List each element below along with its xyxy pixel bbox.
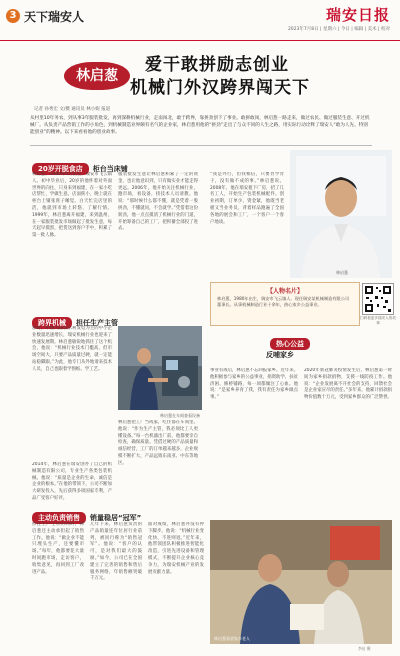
visit-illustration — [210, 520, 392, 644]
subhead-label: 主动负责销售 — [32, 512, 86, 524]
article-column: 担任生产主管的同时，林启葱还主动承担起了销售工作。他说：“做企业不能只埋头生产，还要懂市场。”每年，他都要花大量时间跑市场，走访客户，收集意见，再回到工厂改进产品。 — [32, 522, 84, 575]
profile-title: 【人物名片】 — [266, 288, 303, 295]
qr-code[interactable] — [362, 283, 394, 315]
visit-photo — [210, 520, 392, 644]
subhead-label: 20岁开脱食店 — [32, 163, 89, 175]
article-column: 面对成绩，林启葱并没有停下脚步。他说：“机械行业变化快，不进则退。”近年来，他带领团队积极推进智能化改造，引进先进设备和管理模式，不断提升企业核心竞争力，为瑞安机械产业的发展贡献力量。 — [148, 522, 204, 575]
section-title: 天下瑞安人 — [24, 10, 85, 24]
subhead-label: 热心公益 — [270, 338, 310, 350]
article-column: 林启葱把工厂当成家，吃住都在车间里。他说：“作为生产主管，我必须比工人更懂设备。”每一台机器出厂前，他都要亲自检查，确保质量。凭借过硬的产品质量和诚信经营，工厂的订单越来越多，企业规模不断扩大，产品远销东南亚、中东等地区。 — [118, 420, 198, 466]
subhead-tag: 柜台当床铺 — [92, 164, 128, 173]
page-header — [0, 0, 400, 41]
divider — [30, 145, 372, 146]
subhead-section-3 — [32, 507, 142, 522]
article-column: 几年下来，林启葱负责的产品销量连年位居行业前列，被同行称为“销售冠军”。他说：“客户的认可，是对我们最大的鼓励。”如今，公司已在全国建立了完善的销售和售后服务网络，年销售额突破千万元。 — [90, 522, 142, 582]
article-column: 那时，中国大陆以水利发电为主的中小企业数量迅速增长，瑞安机械行业也迎来了快速发展期。林启葱敏锐地抓住了这个机会，他说：“机械行业技术门槛高，但市场空间大，只要产品质量过硬，就一定能站稳脚跟。”为此，他专门从外地请来技术人员，自己也跟着学图纸、学工艺。 — [32, 326, 112, 372]
headline-line-1: 爱干敢拼励志创业 — [145, 55, 289, 75]
subhead-section-2 — [32, 312, 118, 327]
article-column: “我是外行，但我相信，只要肯学肯干，没有做不成的事。”林启葱说。2008年，他在瑞安租下厂房，招了几名工人，开始生产包装机械配件。创业初期，订单少、资金紧，他既当老板又当业务员，背着样品跑遍了全国各地的展会和工厂，一个客户一个客户地谈。 — [210, 172, 284, 225]
article-column: 林启葱，1980年6月出生，瑞安市飞云镇人。初中毕业后，20岁的他怀着对外面世界的向往，只身来到福建，在一家小吃店帮忙，学做生意。店面狭小，晚上就在柜台上铺张席子睡觉。白天忙完店里的活，他就到市场上转悠，了解行情。1999年，林启葱离开福建，来到温州，在一家服装批发市场做起了批发生意，每天起早摸黑，把货送到客户手中，积累了第一批人脉。 — [32, 172, 112, 239]
qr-pattern — [363, 284, 393, 314]
section-number-badge: 3 — [6, 9, 20, 23]
factory-illustration — [118, 326, 202, 410]
visit-caption: 林启葱看望家乡老人 — [214, 636, 250, 641]
subhead-section-1 — [32, 158, 128, 173]
headline-line-2: 机械门外汉跨界闯天下 — [130, 78, 310, 98]
portrait-illustration — [290, 150, 392, 278]
issue-meta: 2023年7月8日 | 星期六 | 今日 | 编辑 | 美术 | 校对 — [287, 27, 390, 32]
article-column: 服装批发生意让林启葱积累了一定的资金，也让他意识到，只有做实业才能走得更远。2006年，他开始关注机械行业，跑市场，看设备，找技术人员请教。他说：“那时候什么都不懂，就是凭着一股拼劲，不懂就问，不会就学。”凭借着这份韧劲，他一点点摸清了机械行业的门道，开始筹备自己的工厂，把积蓄全部投了进去。 — [118, 172, 198, 232]
headline-name-badge: 林启葱 — [64, 62, 130, 90]
photo-credit: 李启 摄 — [358, 646, 371, 651]
portrait-caption: 林启葱 — [336, 270, 348, 275]
subhead-tag: 销量稳居“冠军” — [90, 513, 142, 522]
profile-text: 林启葱，1980年出生，瑞安市飞云镇人。现任瑞安某机械制造有限公司董事长。从事机械制造行业十余年，热心家乡公益事业。 — [217, 296, 350, 308]
article-column: 2014年，林启葱在瑞安创办了自己的机械制造有限公司，专业生产各类包装机械。他说：“质量是企业的生命，诚信是企业的根本。”在他的带领下，公司不断加大研发投入，先后获得多项国家专利，产品广受客户好评。 — [32, 462, 112, 501]
subhead-label: 跨界机械 — [32, 317, 72, 329]
subhead-tag: 担任生产主管 — [76, 318, 118, 327]
profile-box — [210, 282, 360, 326]
article-column: 2020年新冠肺炎疫情发生后，林启葱第一时间为家乡捐款捐物，支援一线防疫工作。他说：“企业发展离不开社会的支持，回馈社会是企业家应尽的责任。”多年来，他累计捐款捐物价值数十万元，受到家乡群众的广泛赞誉。 — [304, 368, 392, 401]
subhead-tag: 反哺家乡 — [266, 351, 294, 359]
newspaper-masthead: 瑞安日报 — [325, 6, 390, 24]
subhead-section-4 — [214, 338, 394, 362]
factory-photo — [118, 326, 202, 410]
portrait-photo — [290, 150, 392, 278]
byline: 记者 孙秀宏 文/摄 通讯员 林小妮 报道 — [34, 107, 111, 112]
lead-paragraph: 从村里10年务农，到从事3年服装批发，再到深耕机械行业，走南闯北，敢于跨界，靠拼劲创下了事业。敢拼敢闯，林启葱一路走来，做过农民、做过服装生意、开过机械厂。从负责产品营销工作的小角色，到机械制造业界颇有名气的企业家，林启葱用他的“拼劲”走出了与众不同的人生之路，用实际行动诠释了瑞安人“敢为人先、特别能创业”的精神。以下来看看他的创业故事。 — [30, 116, 370, 135]
qr-caption: 扫码看更多瑞安人的故事 — [360, 316, 396, 325]
article-column: 事业有成后，林启葱不忘回报家乡。近年来，他积极参与家乡的公益事业，捐资助学、扶贫济困、修桥铺路，每一项都倾注了心血。他说：“是家乡养育了我，我有责任为家乡做点事。” — [210, 368, 298, 401]
factory-caption: 林启葱在车间查看设备 — [160, 413, 200, 418]
